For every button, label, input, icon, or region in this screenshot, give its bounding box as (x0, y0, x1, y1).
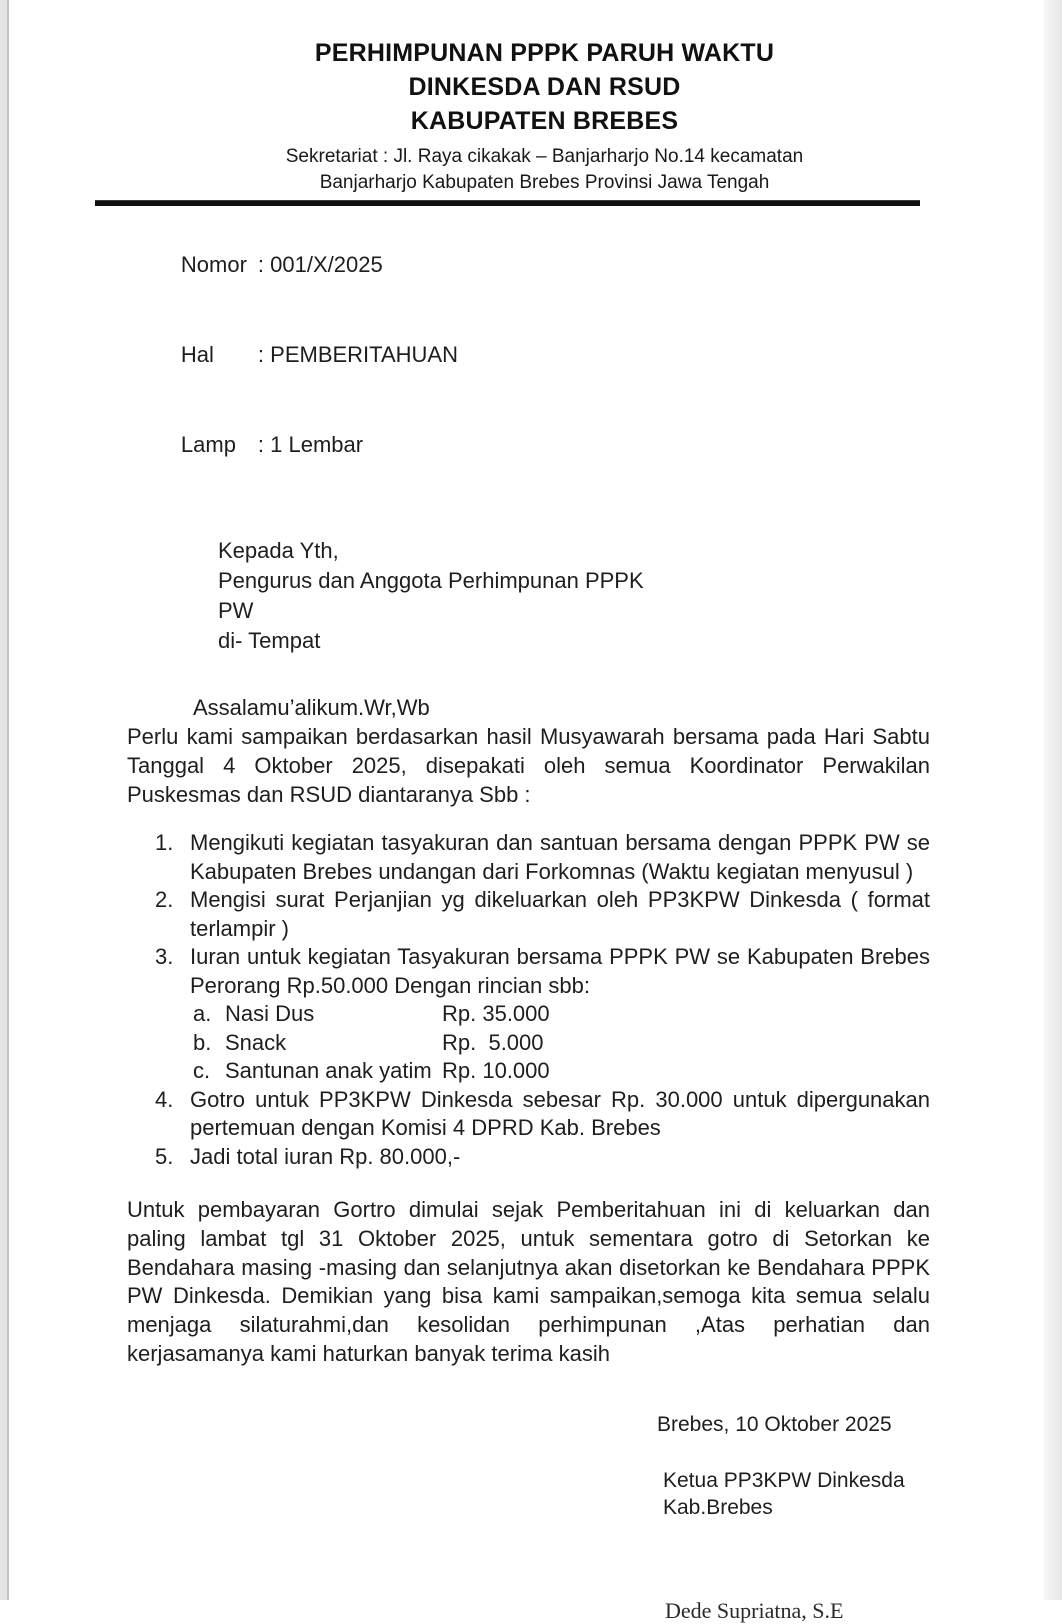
list-item-number: 2. (155, 887, 174, 912)
signatory-role-line-2: Kab.Brebes (663, 1495, 773, 1519)
list-item (155, 1143, 930, 1172)
list-item-number: 5. (155, 1143, 174, 1169)
decision-list (155, 829, 930, 1171)
sub-list-item (193, 1057, 930, 1086)
meta-separator: : (257, 342, 271, 367)
list-item (155, 1086, 930, 1143)
meta-value-hal: PEMBERITAHUAN (270, 342, 458, 367)
sub-list-item (193, 1029, 930, 1058)
list-item-text: Gotro untuk PP3KPW Dinkesda sebesar Rp. 30.000 untuk dipergunakan pertemuan dengan Komisi 4 DPRD Kab. Brebes (190, 1086, 930, 1140)
meta-value-nomor: 001/X/2025 (270, 252, 383, 277)
recipient-line-3: PW (218, 598, 254, 623)
meta-label-nomor: Nomor (180, 252, 247, 277)
meta-value-lamp: 1 Lembar (270, 432, 364, 457)
list-item-text: Jadi total iuran Rp. 80.000,- (190, 1143, 461, 1169)
recipient-line-1: Kepada Yth, (218, 538, 339, 563)
meta-row-hal (132, 310, 930, 400)
meta-separator: : (257, 432, 271, 457)
list-item-text: Mengikuti kegiatan tasyakuran dan santuan bersama dengan PPPK PW se Kabupaten Brebes undangan dari Forkomnas (Waktu kegiatan menyusul ) (190, 830, 930, 884)
salutation: Assalamu’alikum.Wr,Wb (193, 695, 430, 720)
meta-row-nomor (132, 220, 930, 310)
recipient-line-4: di- Tempat (218, 628, 321, 653)
sub-item-name: Snack (225, 1029, 287, 1055)
list-item-number: 1. (155, 830, 174, 855)
sub-item-amount: Rp. 5.000 (442, 1029, 544, 1055)
sub-item-amount: Rp. 10.000 (442, 1058, 550, 1083)
meta-separator: : (257, 252, 271, 277)
letterhead (127, 36, 930, 196)
sub-item-name: Santunan anak yatim (225, 1058, 432, 1083)
secretariat-line-1: Sekretariat : Jl. Raya cikakak – Banjarharjo No.14 kecamatan (285, 146, 804, 167)
closing-paragraph: Untuk pembayaran Gortro dimulai sejak Pemberitahuan ini di keluarkan dan paling lambat tgl 31 Oktober 2025, untuk sementara gotro di Setorkan ke Bendahara masing -masing dan selanjutnya akan disetorkan ke Bendahara PPPK PW Dinkesda. Demikian yang bisa kami sampaikan,semoga kita semua selalu menjaga silaturahmi,dan kesolidan perhimpunan ,Atas perhatian dan kerjasamanya kami haturkan banyak terima kasih (127, 1197, 930, 1366)
meta-row-lamp (132, 400, 930, 490)
signatory-role-block (663, 1467, 930, 1521)
sub-list-item (193, 1000, 930, 1029)
org-name-line-2: DINKESDA DAN RSUD (408, 73, 681, 101)
place-date-line: Brebes, 10 Oktober 2025 (657, 1412, 892, 1436)
secretariat-address (159, 144, 930, 196)
list-item (155, 943, 930, 1000)
recipient-line-2: Pengurus dan Anggota Perhimpunan PPPK (218, 568, 644, 593)
meta-label-lamp: Lamp (180, 432, 236, 457)
list-item-number: 4. (155, 1086, 174, 1112)
org-name-line-3: KABUPATEN BREBES (410, 107, 679, 135)
letterhead-divider (95, 200, 920, 206)
sub-item-name: Nasi Dus (225, 1001, 315, 1026)
sub-item-letter: c. (193, 1058, 211, 1083)
secretariat-line-2: Banjarharjo Kabupaten Brebes Provinsi Jawa Tengah (319, 172, 770, 193)
sub-item-letter: b. (193, 1029, 212, 1055)
signatory-role-line-1: Ketua PP3KPW Dinkesda (663, 1468, 905, 1492)
list-item-number: 3. (155, 944, 174, 969)
sub-item-amount: Rp. 35.000 (442, 1001, 550, 1026)
org-name-line-1: PERHIMPUNAN PPPK PARUH WAKTU (314, 39, 775, 67)
sub-item-letter: a. (193, 1001, 212, 1026)
list-item (155, 886, 930, 943)
meta-label-hal: Hal (180, 342, 214, 367)
opening-paragraph: Perlu kami sampaikan berdasarkan hasil Musyawarah bersama pada Hari Sabtu Tanggal 4 Oktober 2025, disepakati oleh semua Koordinator Perwakilan Puskesmas dan RSUD diantaranya Sbb : (127, 724, 930, 807)
recipient-block (218, 536, 930, 656)
letter-meta (132, 220, 930, 490)
list-item-text: Iuran untuk kegiatan Tasyakuran bersama PPPK PW se Kabupaten Brebes Perorang Rp.50.000 Dengan rincian sbb: (190, 944, 930, 998)
list-item-text: Mengisi surat Perjanjian yg dikeluarkan oleh PP3KPW Dinkesda ( format terlampir ) (190, 887, 930, 941)
list-item (155, 829, 930, 886)
signatory-name: Dede Supriatna, S.E (665, 1597, 844, 1623)
